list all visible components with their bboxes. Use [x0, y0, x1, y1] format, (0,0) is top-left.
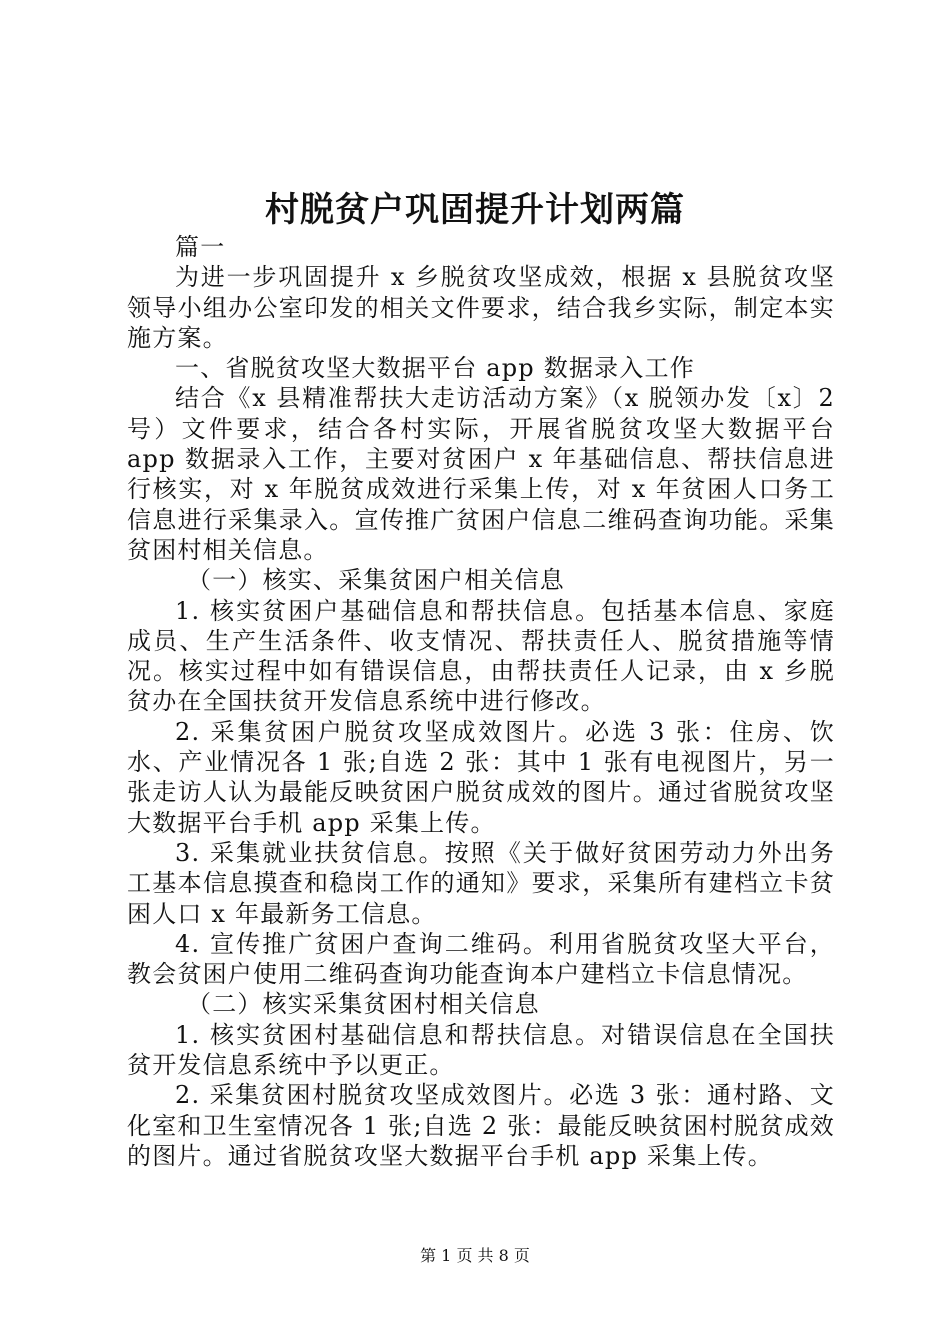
subsection-heading: （二）核实采集贫困村相关信息: [187, 990, 540, 1019]
subsection-heading: （一）核实、采集贫困户相关信息: [187, 566, 565, 595]
section-heading: 一、省脱贫攻坚大数据平台 app 数据录入工作: [175, 354, 695, 383]
body-paragraph: 2. 采集贫困村脱贫攻坚成效图片。必选 3 张：通村路、文化室和卫生室情况各 1 张;自选 2 张：最能反映贫困村脱贫成效的图片。通过省脱贫攻坚大数据平台手机 app 采集上传。: [127, 1081, 835, 1170]
body-paragraph: 4. 宣传推广贫困户查询二维码。利用省脱贫攻坚大平台，教会贫困户使用二维码查询功能查询本户建档立卡信息情况。: [127, 929, 835, 989]
section-heading: 篇一: [175, 233, 226, 261]
body-paragraph: 1. 核实贫困户基础信息和帮扶信息。包括基本信息、家庭成员、生产生活条件、收支情况、帮扶责任人、脱贫措施等情况。核实过程中如有错误信息，由帮扶责任人记录，由 x 乡脱贫办在全国扶贫开发信息系统中进行修改。: [127, 596, 835, 716]
document-body: [127, 232, 835, 1171]
body-paragraph: 结合《x 县精准帮扶大走访活动方案》（x 脱领办发〔x〕2 号）文件要求，结合各村实际，开展省脱贫攻坚大数据平台 app 数据录入工作，主要对贫困户 x 年基础信息、帮扶信息进行核实，对 x 年脱贫成效进行采集上传，对 x 年贫困人口务工信息进行采集录入。宣传推广贫困户信息二维码查询功能。采集贫困村相关信息。: [127, 384, 835, 564]
body-paragraph: 3. 采集就业扶贫信息。按照《关于做好贫困劳动力外出务工基本信息摸查和稳岗工作的通知》要求，采集所有建档立卡贫困人口 x 年最新务工信息。: [127, 838, 835, 928]
page-footer: 第 1 页 共 8 页: [420, 1246, 530, 1265]
body-paragraph: 2. 采集贫困户脱贫攻坚成效图片。必选 3 张：住房、饮水、产业情况各 1 张;自选 2 张：其中 1 张有电视图片，另一张走访人认为最能反映贫困户脱贫成效的图片。通过省脱贫攻坚大数据平台手机 app 采集上传。: [127, 717, 835, 837]
body-paragraph: 1. 核实贫困村基础信息和帮扶信息。对错误信息在全国扶贫开发信息系统中予以更正。: [127, 1020, 835, 1080]
document-title: 村脱贫户巩固提升计划两篇: [265, 190, 685, 230]
body-paragraph: 为进一步巩固提升 x 乡脱贫攻坚成效，根据 x 县脱贫攻坚领导小组办公室印发的相关文件要求，结合我乡实际，制定本实施方案。: [127, 263, 835, 352]
